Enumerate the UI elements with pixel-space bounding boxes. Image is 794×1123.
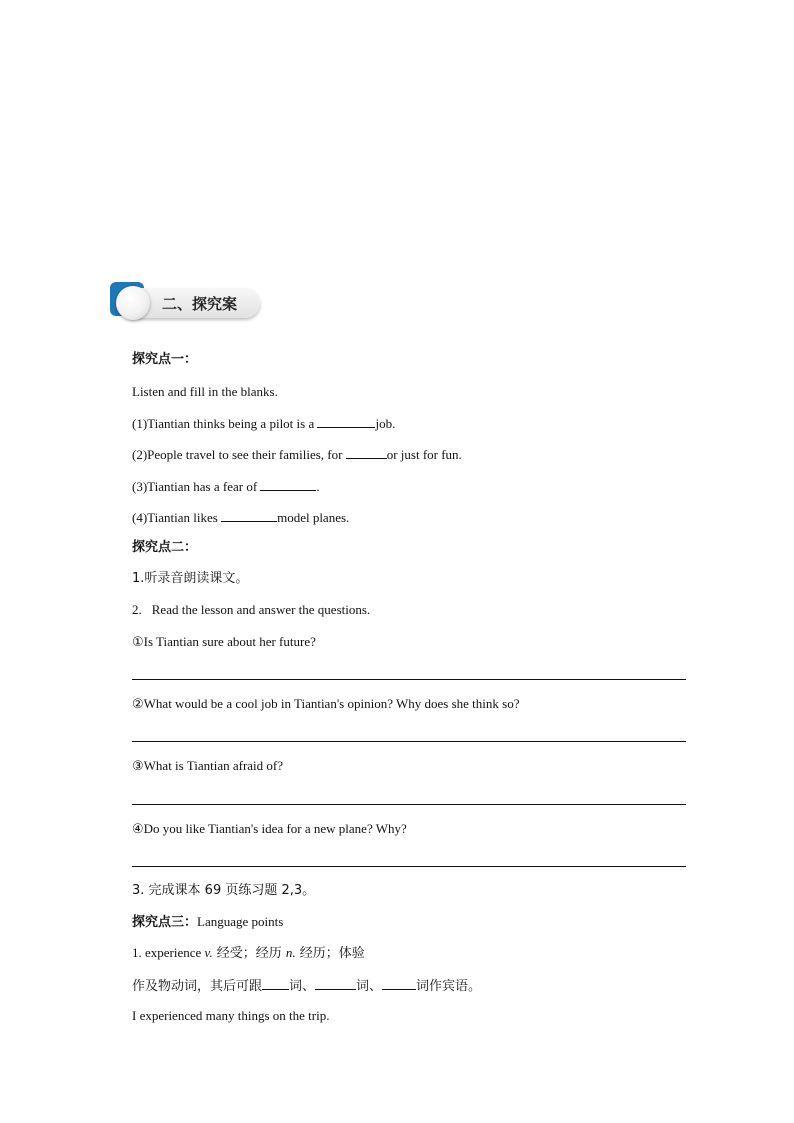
fill-item-2 [132, 446, 462, 463]
fill-blank-1[interactable] [317, 415, 375, 428]
fill-item-3-text: (3)Tiantian has a fear of [132, 479, 261, 494]
fill-item-4-end: model planes. [277, 510, 350, 525]
fill-item-2-end: or just for fun. [386, 447, 462, 462]
point3-heading-line [132, 914, 283, 931]
answer-line-3[interactable] [132, 804, 686, 805]
pos-verb: v. [204, 945, 213, 960]
point2-task2 [132, 602, 370, 618]
answer-line-4[interactable] [132, 866, 686, 867]
question-3: ③What is Tiantian afraid of? [132, 758, 284, 773]
section-banner [108, 280, 268, 324]
point2-task2-text: Read the lesson and answer the questions. [151, 602, 371, 617]
section-title: 二、探究案 [162, 295, 238, 313]
answer-line-2[interactable] [132, 741, 686, 742]
usage-note-part3: 词、 [356, 979, 383, 994]
banner-circle-icon [116, 286, 150, 320]
point3-heading-en: Language points [197, 914, 284, 929]
point2-task1: 1.听录音朗读课文。 [132, 571, 249, 586]
usage-note-start: 作及物动词，其后可跟 [132, 979, 263, 994]
vocab-word: 1. experience [132, 945, 205, 960]
fill-item-3-end: . [316, 479, 320, 494]
point2-heading: 探究点二： [132, 540, 198, 555]
fill-item-3 [132, 478, 320, 495]
point2-task2-number: 2. [132, 602, 142, 617]
usage-blank-2[interactable] [315, 977, 356, 990]
fill-item-1-end: job. [375, 416, 396, 431]
usage-blank-1[interactable] [262, 977, 289, 990]
vocab-meaning-noun: 经历；体验 [295, 946, 365, 961]
point2-task3: 3. 完成课本 69 页练习题 2,3。 [132, 883, 316, 898]
fill-item-1-text: (1)Tiantian thinks being a pilot is a [132, 416, 318, 431]
example-sentence: I experienced many things on the trip. [132, 1008, 330, 1023]
usage-note [132, 977, 481, 995]
question-4: ④Do you like Tiantian's idea for a new plane? Why? [132, 821, 407, 836]
question-1: ①Is Tiantian sure about her future? [132, 634, 316, 649]
usage-note-end: 词作宾语。 [416, 979, 482, 994]
fill-blank-3[interactable] [260, 478, 316, 491]
vocab-item-experience [132, 945, 365, 962]
point3-heading: 探究点三： [132, 915, 198, 930]
vocab-meaning-verb: 经受；经历 [212, 946, 286, 961]
fill-blank-4[interactable] [221, 509, 277, 522]
fill-item-4-text: (4)Tiantian likes [132, 510, 222, 525]
usage-blank-3[interactable] [382, 977, 416, 990]
fill-item-1 [132, 415, 395, 432]
fill-blank-2[interactable] [346, 446, 387, 459]
fill-item-4 [132, 509, 349, 526]
question-2: ②What would be a cool job in Tiantian's opinion? Why does she think so? [132, 696, 520, 711]
answer-line-1[interactable] [132, 679, 686, 680]
usage-note-part2: 词、 [289, 979, 316, 994]
pos-noun: n. [285, 945, 296, 960]
fill-item-2-text: (2)People travel to see their families, for [132, 447, 346, 462]
point1-instruction: Listen and fill in the blanks. [132, 384, 278, 399]
point1-heading: 探究点一： [132, 352, 198, 367]
